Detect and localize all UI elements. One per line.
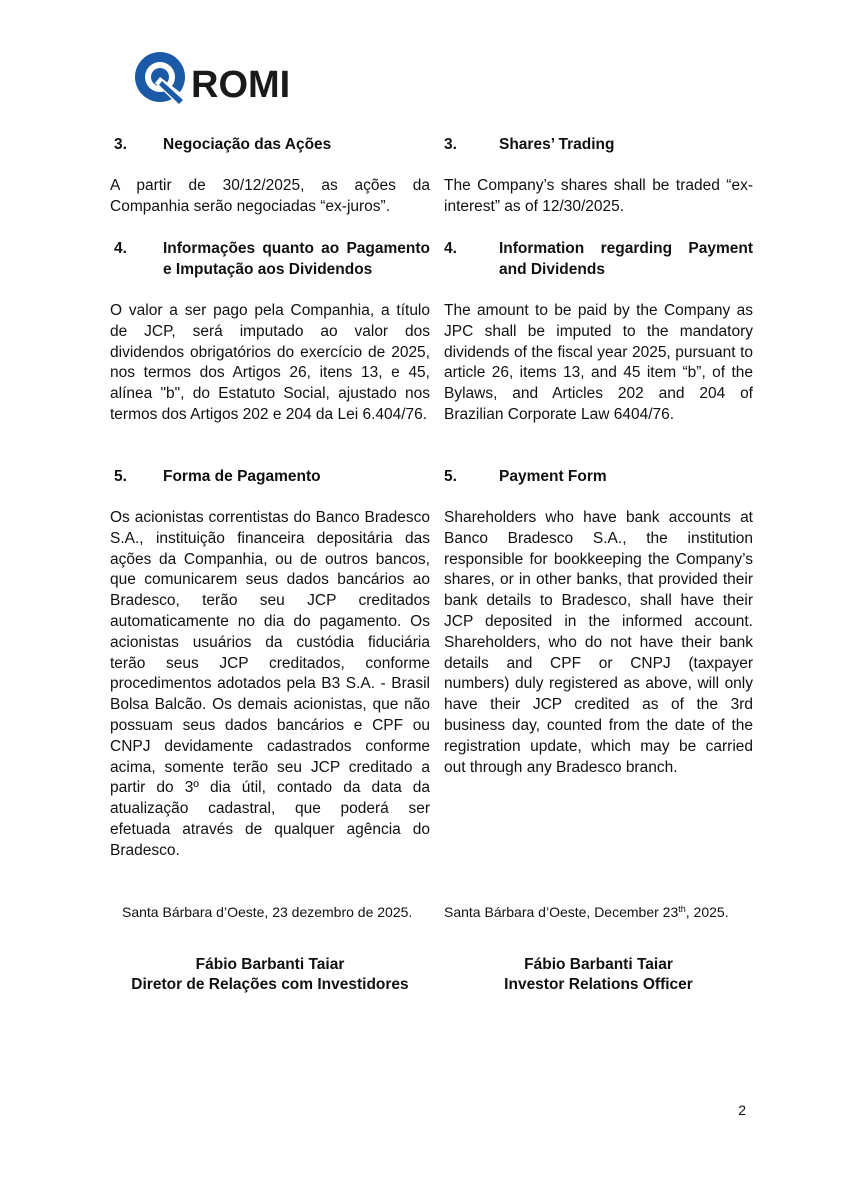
- place-date-en: [444, 902, 729, 922]
- section-title: Information regarding Payment and Dividends: [499, 240, 753, 278]
- section-3-heading-pt: [110, 134, 430, 155]
- section-number: 5.: [114, 468, 127, 485]
- section-3-body-pt: A partir de 30/12/2025, as ações da Companhia serão negociadas “ex-juros”.: [110, 177, 430, 215]
- section-4-body-pt: O valor a ser pago pela Companhia, a título de JCP, será imputado ao valor dos dividendos obrigatórios do exercício de 2025, nos termos dos Artigos 26, itens 13, e 45, alínea "b", do Estatuto Social, ajustado nos termos dos Artigos 202 e 204 da Lei 6.404/76.: [110, 302, 430, 423]
- section-number: 4.: [114, 240, 127, 257]
- brand-name: ROMI: [191, 64, 291, 106]
- date-ordinal-suffix: th: [678, 904, 686, 914]
- section-4-heading-pt: [110, 238, 430, 280]
- section-3-heading-en: [444, 134, 753, 155]
- section-title: Payment Form: [499, 468, 607, 485]
- signer-name: Fábio Barbanti Taiar: [524, 956, 673, 973]
- section-4-body-en: The amount to be paid by the Company as JPC shall be imputed to the mandatory dividends of the fiscal year 2025, pursuant to article 26, items 13, and 45 item “b”, of the Bylaws, and Articles 202 and 204 of Brazilian Corporate Law 6404/76.: [444, 302, 753, 423]
- section-title: Shares’ Trading: [499, 136, 615, 153]
- signer-role: Diretor de Relações com Investidores: [131, 976, 409, 993]
- section-number: 5.: [444, 468, 457, 485]
- section-4-heading-en: [444, 238, 753, 280]
- section-title: Forma de Pagamento: [163, 468, 321, 485]
- date-year: , 2025.: [685, 904, 729, 920]
- section-5-heading-en: [444, 466, 753, 487]
- romi-emblem-icon: [133, 50, 189, 106]
- section-title: Informações quanto ao Pagamento e Imputação aos Dividendos: [163, 240, 430, 278]
- date-text: Santa Bárbara d’Oeste, December 23: [444, 904, 679, 920]
- section-5-heading-pt: [110, 466, 430, 487]
- signer-name: Fábio Barbanti Taiar: [195, 956, 345, 973]
- section-number: 3.: [444, 136, 457, 153]
- section-3-body-en: The Company’s shares shall be traded “ex-interest” as of 12/30/2025.: [444, 177, 753, 215]
- section-title: Negociação das Ações: [163, 136, 332, 153]
- section-5-body-en: Shareholders who have bank accounts at Banco Bradesco S.A., the institution responsible for bookkeeping the Company’s shares, or in other banks, that provided their bank details to Bradesco, shall have their JCP deposited in the informed account. Shareholders, who do not have their bank details and CPF or CNPJ (taxpayer numbers) duly registered as above, will only have their JCP credited as of the 3rd business day, counted from the date of the registration update, which may be carried out through any Bradesco branch.: [444, 509, 753, 776]
- section-number: 4.: [444, 240, 457, 257]
- section-number: 3.: [114, 136, 127, 153]
- signer-role: Investor Relations Officer: [504, 976, 693, 993]
- section-5-body-pt: Os acionistas correntistas do Banco Bradesco S.A., instituição financeira depositária das ações da Companhia, ou de outros bancos, que comunicarem seus dados bancários ao Bradesco, terão seu JCP creditados automaticamente no dia do pagamento. Os acionistas usuários da custódia fiduciária terão seus JCP creditados, conforme procedimentos adotados pela B3 S.A. - Brasil Bolsa Balcão. Os demais acionistas, que não possuam seus dados bancários e CPF ou CNPJ devidamente cadastrados conforme acima, somente terão seu JCP creditado a partir do 3º dia útil, contado da data da atualização cadastral, que poderá ser efetuada através de qualquer agência do Bradesco.: [110, 509, 430, 859]
- place-date-pt: Santa Bárbara d’Oeste, 23 dezembro de 2025.: [122, 904, 413, 920]
- page-number: 2: [738, 1102, 746, 1118]
- company-logo: [133, 50, 298, 106]
- signature-block-pt: [110, 955, 430, 995]
- signature-block-en: [444, 955, 753, 995]
